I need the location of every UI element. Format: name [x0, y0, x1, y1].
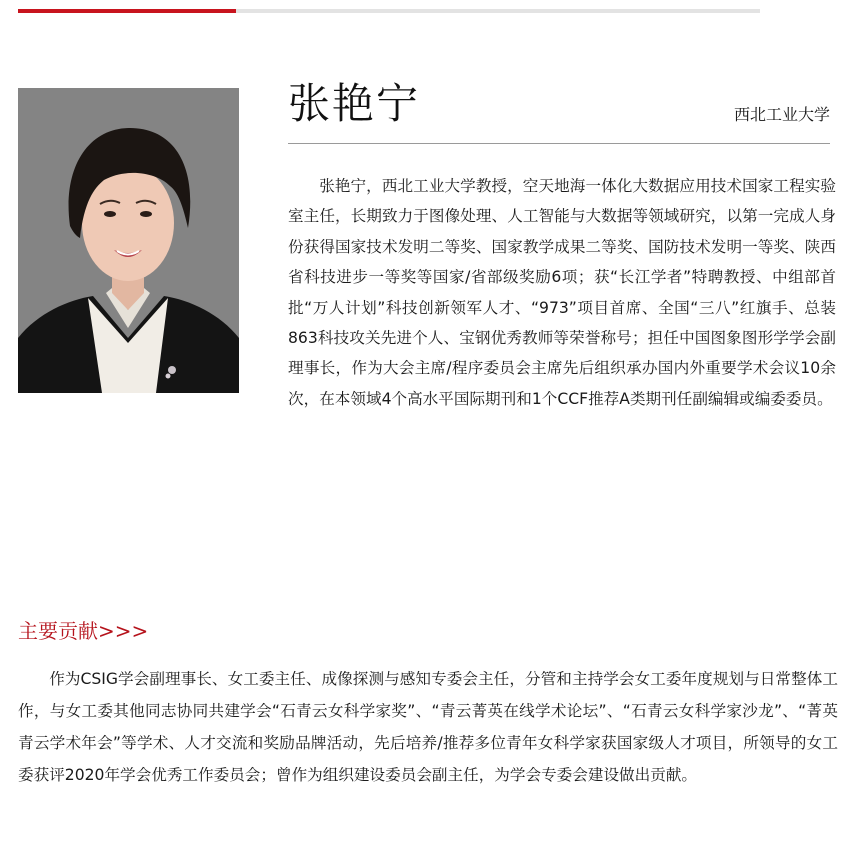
- name-divider: [288, 143, 830, 144]
- profile-name: 张艳宁: [288, 79, 421, 128]
- header-accent-segment: [18, 9, 236, 13]
- contributions-heading: 主要贡献>>>: [18, 619, 149, 643]
- profile-affiliation: 西北工业大学: [733, 105, 830, 124]
- portrait-photo: [18, 88, 239, 393]
- contributions-text: 作为CSIG学会副理事长、女工委主任、成像探测与感知专委会主任，分管和主持学会女工委年度规划与日常整体工作，与女工委其他同志协同共建学会“石青云女科学家奖”、“青云菁英在线学术论坛”、“石青云女科学家沙龙”、“菁英青云学术年会”等学术、人才交流和奖励品牌活动，先后培养/推荐多位青年女科学家获国家级人才项目，所领导的女工委获评2020年学会优秀工作委员会；曾作为组织建设委员会副主任，为学会专委会建设做出贡献。: [18, 670, 838, 784]
- header-divider-bar: [18, 9, 760, 13]
- profile-bio: 张艳宁，西北工业大学教授，空天地海一体化大数据应用技术国家工程实验室主任，长期致力于图像处理、人工智能与大数据等领域研究，以第一完成人身份获得国家技术发明二等奖、国家教学成果二等奖、国防技术发明一等奖、陕西省科技进步一等奖等国家/省部级奖励6项；获“长江学者”特聘教授、中组部首批“万人计划”科技创新领军人才、“973”项目首席、全国“三八”红旗手、总装863科技攻关先进个人、宝钢优秀教师等荣誉称号；担任中国图象图形学学会副理事长，作为大会主席/程序委员会主席先后组织承办国内外重要学术会议10余次，在本领域4个高水平国际期刊和1个CCF推荐A类期刊任副编辑或编委委员。: [288, 177, 836, 408]
